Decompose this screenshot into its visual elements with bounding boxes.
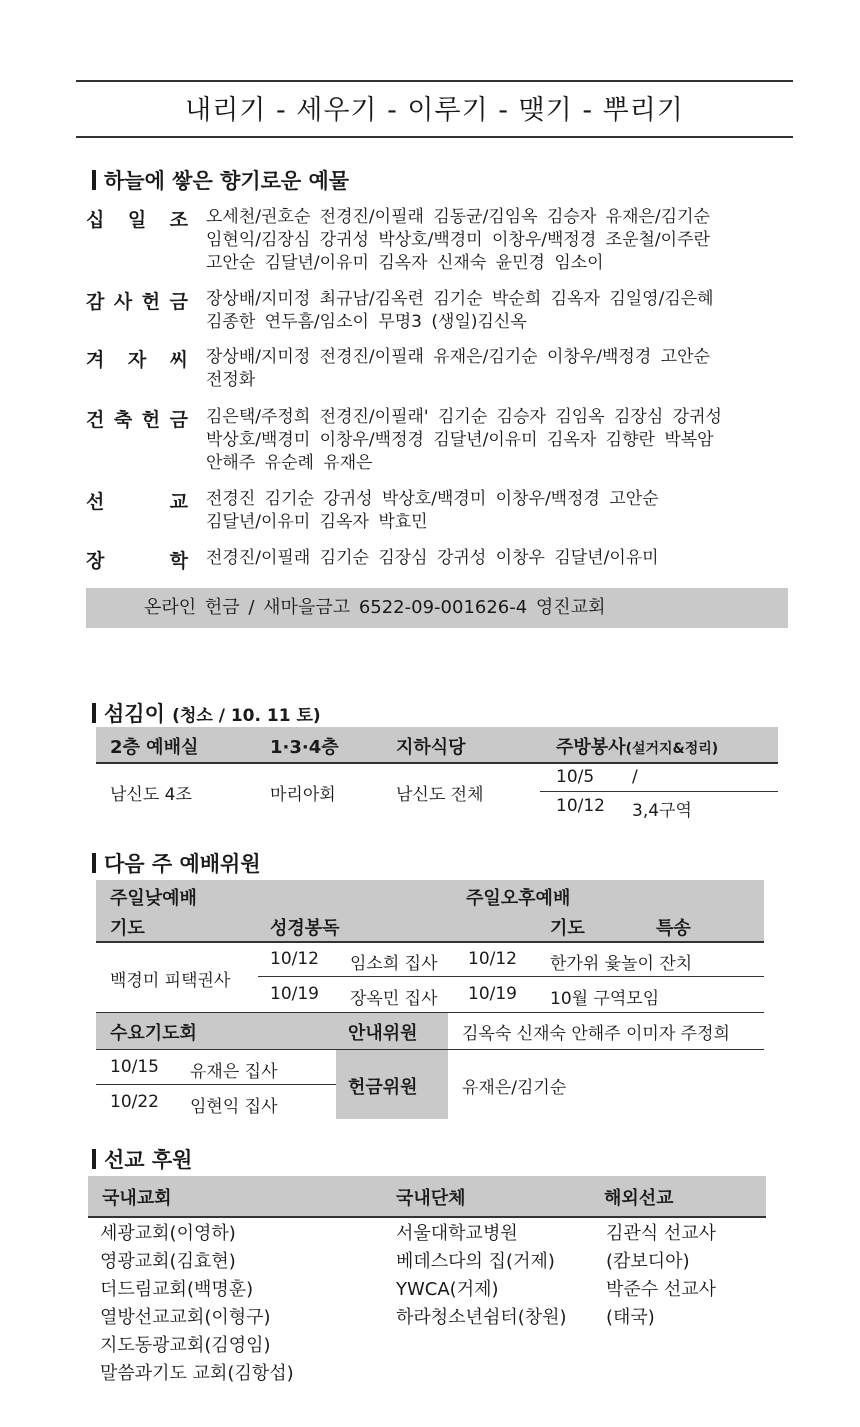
kitchen-value-1: / xyxy=(632,767,638,787)
offering-row-label xyxy=(86,287,188,314)
mission-list-item: (캄보디아) xyxy=(606,1251,690,1272)
service-basement-value: 남신도 전체 xyxy=(396,785,484,805)
mission-list-item: 지도동광교회(김영임) xyxy=(100,1335,271,1356)
label-char: 일 xyxy=(127,209,147,231)
mission-header-churches: 국내교회 xyxy=(102,1188,172,1209)
mission-list-item: 말씀과기도 교회(김항섭) xyxy=(100,1363,294,1384)
heading-bar xyxy=(92,1149,96,1169)
offering-row-label xyxy=(86,345,188,372)
label-char: 자 xyxy=(127,349,147,371)
label-char: 겨 xyxy=(86,349,105,371)
mission-list-item: 하라청소년쉼터(창원) xyxy=(396,1307,567,1328)
offering-name-line: 김종한 연두흠/임소이 무명3 (생일)김신옥 xyxy=(206,312,527,332)
pm-event-1: 한가위 윷놀이 잔치 xyxy=(550,954,693,974)
offering-name-line: 안해주 유순례 유재은 xyxy=(206,453,373,473)
label-char: 교 xyxy=(169,491,188,513)
reading-date-2: 10/19 xyxy=(270,984,319,1004)
prayer2-label: 기도 xyxy=(550,918,585,939)
mission-list-item: 더드림교회(백명훈) xyxy=(100,1279,254,1300)
mission-list-item: 서울대학교병원 xyxy=(396,1223,518,1244)
reader-2: 장옥민 집사 xyxy=(350,989,438,1009)
service-134-value: 마리아회 xyxy=(270,785,336,805)
service-subtitle: (청소 / 10. 11 토) xyxy=(172,706,321,726)
label-char: 금 xyxy=(169,409,188,431)
service-header-rule xyxy=(96,762,778,764)
usher-title: 안내위원 xyxy=(348,1023,418,1044)
offering-row-names xyxy=(206,488,790,534)
offering-row-label xyxy=(86,487,188,514)
offering-heading xyxy=(92,165,349,195)
reader-1: 임소희 집사 xyxy=(350,954,438,974)
domestic-church-list xyxy=(100,1220,294,1388)
label-char: 선 xyxy=(86,491,105,513)
offering-name-line: 전경진/이필래 김기순 김장심 강귀성 이창우 김달년/이유미 xyxy=(206,548,659,568)
pm-date-1: 10/12 xyxy=(468,949,517,969)
motto-bottom-rule xyxy=(76,136,793,138)
prayer-label: 기도 xyxy=(110,918,145,939)
kitchen-divider xyxy=(540,791,778,792)
mission-list-item: YWCA(거제) xyxy=(396,1279,499,1300)
service-title: 섬김이 xyxy=(104,702,165,726)
mission-header-rule xyxy=(88,1216,766,1218)
service-header-2f: 2층 예배실 xyxy=(110,737,199,758)
offering-name-line: 박상호/백경미 이창우/백정경 김달년/이유미 김옥자 김향란 박복암 xyxy=(206,430,714,450)
kitchen-note: (설거지&정리) xyxy=(625,741,719,757)
kitchen-value-2: 3,4구역 xyxy=(632,801,692,821)
label-char: 장 xyxy=(86,550,105,572)
label-char: 헌 xyxy=(141,409,161,431)
mission-list-item: 세광교회(이영하) xyxy=(100,1223,236,1244)
reading-date-1: 10/12 xyxy=(270,949,319,969)
pm-event-2: 10월 구역모임 xyxy=(550,989,660,1009)
online-offering-banner xyxy=(86,588,788,628)
offering-committee-title: 헌금위원 xyxy=(348,1077,418,1098)
offering-row-names xyxy=(206,346,790,392)
offering-row-label xyxy=(86,205,188,232)
mission-list-item: 베데스다의 집(거제) xyxy=(396,1251,555,1272)
offering-name-line: 오세천/권호순 전경진/이필래 김동균/김임옥 김승자 유재은/김기순 xyxy=(206,207,710,227)
online-offering-text: 온라인 헌금 / 새마을금고 6522-09-001626-4 영진교회 xyxy=(144,597,606,618)
service-2f-value: 남신도 4조 xyxy=(110,785,192,805)
wed-name-1: 유재은 집사 xyxy=(190,1062,278,1082)
offering-row-names xyxy=(206,206,790,275)
motto: 내리기 - 세우기 - 이루기 - 맺기 - 뿌리기 xyxy=(185,95,684,126)
label-char: 조 xyxy=(169,209,188,231)
label-char: 축 xyxy=(113,409,133,431)
wed-title: 수요기도회 xyxy=(110,1023,197,1044)
wed-top-rule xyxy=(96,1012,764,1013)
mission-header-overseas: 해외선교 xyxy=(604,1188,674,1209)
heading-bar xyxy=(92,853,96,873)
worship-title: 다음 주 예배위원 xyxy=(104,852,261,876)
domestic-group-list xyxy=(396,1220,567,1332)
wed-name-2: 임현익 집사 xyxy=(190,1097,278,1117)
wed-date-2: 10/22 xyxy=(110,1092,159,1112)
label-char: 헌 xyxy=(141,291,161,313)
label-char: 씨 xyxy=(169,349,188,371)
offering-row-names xyxy=(206,406,790,475)
mission-header-groups: 국내단체 xyxy=(396,1188,466,1209)
offering-name-line: 고안순 김달년/이유미 김옥자 신재숙 윤민경 임소이 xyxy=(206,253,604,273)
wed-row-divider xyxy=(96,1084,336,1085)
day-prayer-name: 백경미 피택권사 xyxy=(110,971,231,991)
offering-name-line: 임현익/김장심 강귀성 박상호/백경미 이창우/백정경 조운철/이주란 xyxy=(206,230,710,250)
offering-row-label xyxy=(86,546,188,573)
mission-heading xyxy=(92,1144,192,1174)
sunday-pm-label: 주일오후예배 xyxy=(466,888,571,909)
mission-list-item: 영광교회(김효현) xyxy=(100,1251,236,1272)
mission-list-item: 박준수 선교사 xyxy=(606,1279,717,1300)
service-header-kitchen xyxy=(556,733,718,759)
heading-bar xyxy=(92,170,96,190)
mission-title: 선교 후원 xyxy=(104,1148,193,1172)
label-char: 학 xyxy=(169,550,188,572)
service-header-134: 1·3·4층 xyxy=(270,737,339,758)
top-rule xyxy=(76,80,793,82)
wed-date-1: 10/15 xyxy=(110,1057,159,1077)
offering-name-line: 김은택/주정희 전경진/이필래' 김기순 김승자 김임옥 김장심 강귀성 xyxy=(206,407,722,427)
kitchen-date-2: 10/12 xyxy=(556,796,605,816)
mission-list-item: 김관식 선교사 xyxy=(606,1223,717,1244)
label-char: 사 xyxy=(113,291,133,313)
overseas-mission-list xyxy=(606,1220,716,1332)
offering-row-names xyxy=(206,547,790,570)
offering-title: 하늘에 쌓은 향기로운 예물 xyxy=(104,169,350,193)
worship-row-divider xyxy=(258,976,764,977)
label-char: 감 xyxy=(86,291,105,313)
sunday-day-label: 주일낮예배 xyxy=(110,888,197,909)
label-char: 십 xyxy=(86,209,105,231)
wed-header-rule xyxy=(96,1049,764,1050)
worship-heading xyxy=(92,848,261,878)
offering-name-line: 장상배/지미정 최규남/김옥련 김기순 박순희 김옥자 김일영/김은혜 xyxy=(206,289,714,309)
heading-bar xyxy=(92,703,96,723)
kitchen-label: 주방봉사 xyxy=(556,737,626,758)
label-char: 건 xyxy=(86,409,105,431)
service-header-basement: 지하식당 xyxy=(396,737,466,758)
offering-name-line: 장상배/지미정 전경진/이필래 유재은/김기순 이창우/백정경 고안순 xyxy=(206,347,710,367)
worship-header-rule xyxy=(96,941,764,943)
special-label: 특송 xyxy=(656,918,691,939)
offering-row-names xyxy=(206,288,790,334)
label-char: 금 xyxy=(169,291,188,313)
reading-label: 성경봉독 xyxy=(270,918,340,939)
kitchen-date-1: 10/5 xyxy=(556,767,595,787)
mission-list-item: 열방선교교회(이형구) xyxy=(100,1307,271,1328)
pm-date-2: 10/19 xyxy=(468,984,517,1004)
offering-name-line: 김달년/이유미 김옥자 박효민 xyxy=(206,512,428,532)
offering-name-line: 전경진 김기순 강귀성 박상호/백경미 이창우/백정경 고안순 xyxy=(206,489,659,509)
offering-name-line: 전정화 xyxy=(206,370,256,390)
offering-row-label xyxy=(86,405,188,432)
offering-committee-names: 유재은/김기순 xyxy=(462,1078,567,1098)
usher-names: 김옥숙 신재숙 안해주 이미자 주정희 xyxy=(462,1024,730,1044)
mission-list-item: (태국) xyxy=(606,1307,655,1328)
service-heading xyxy=(92,698,321,728)
